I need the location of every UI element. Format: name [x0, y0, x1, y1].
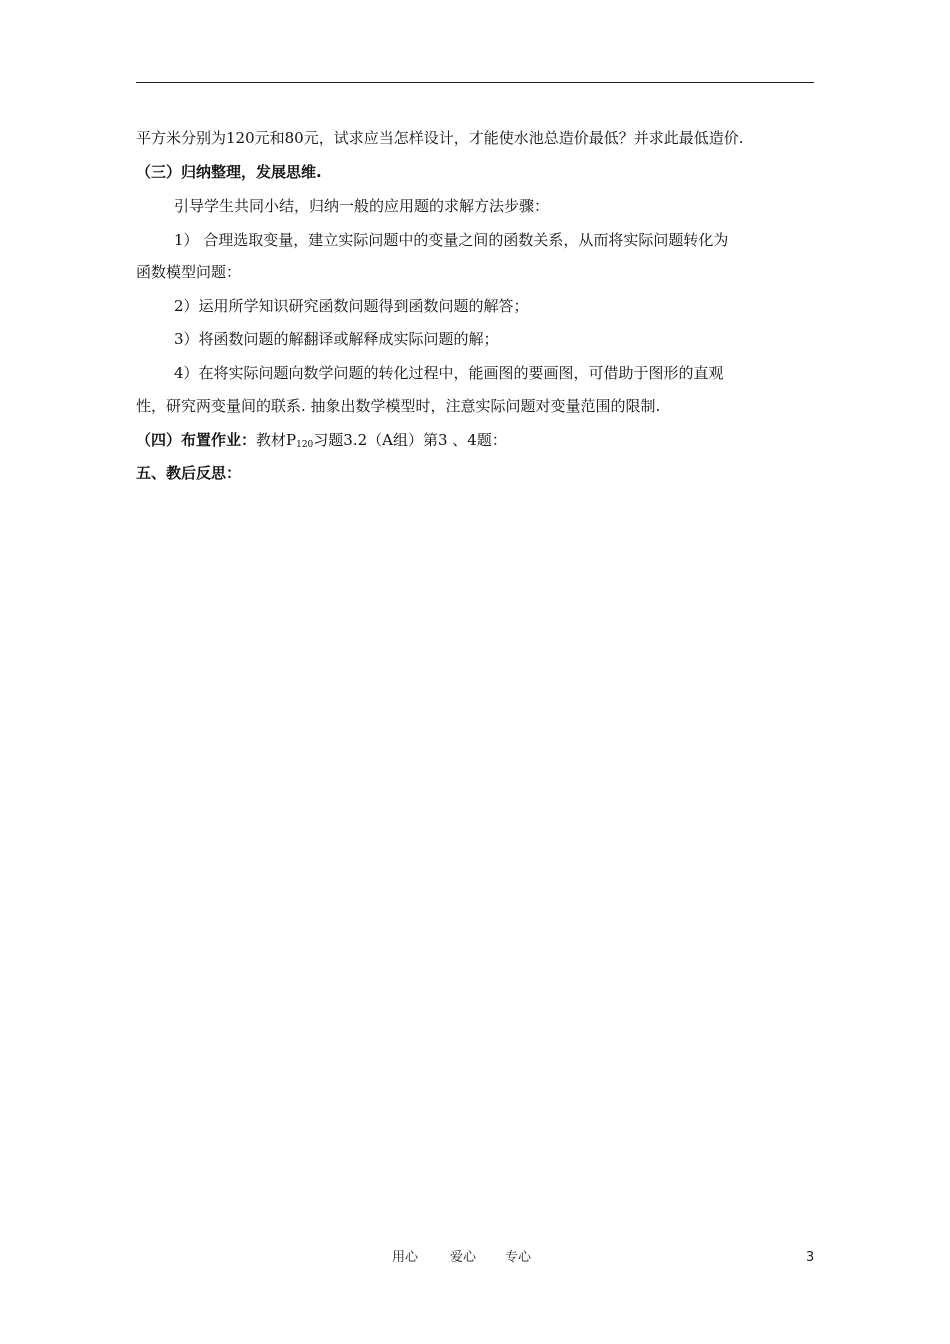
page-number: 3: [806, 1250, 815, 1265]
section-heading-summary: （三）归纳整理，发展思维.: [136, 163, 322, 181]
step-4-line-b: 性，研究两变量间的联系. 抽象出数学模型时，注意实际问题对变量范围的限制.: [136, 397, 661, 415]
step-2: 2）运用所学知识研究函数问题得到函数问题的解答；: [174, 297, 529, 315]
header-rule: [136, 82, 814, 83]
step-3: 3）将函数问题的解翻译或解释成实际问题的解；: [174, 330, 499, 348]
footer-motto-2: 爱心: [450, 1250, 477, 1265]
step-1-line-b: 函数模型问题：: [136, 263, 242, 281]
homework-line: [136, 430, 507, 455]
paragraph-line-continuation: 平方米分别为120元和80元，试求应当怎样设计，才能使水池总造价最低？并求此最低造价.: [136, 129, 744, 147]
footer-motto-1: 用心: [392, 1250, 419, 1265]
homework-label: （四）布置作业：: [136, 431, 257, 449]
homework-page-subscript: 120: [296, 440, 314, 450]
paragraph-intro: 引导学生共同小结，归纳一般的应用题的求解方法步骤：: [174, 197, 550, 215]
footer-motto-3: 专心: [505, 1250, 532, 1265]
homework-text-a: 教材P: [256, 431, 297, 449]
step-1-line-a: 1） 合理选取变量，建立实际问题中的变量之间的函数关系，从而将实际问题转化为: [174, 231, 729, 249]
section-heading-reflection: 五、教后反思：: [136, 464, 242, 482]
step-4-line-a: 4）在将实际问题向数学问题的转化过程中，能画图的要画图，可借助于图形的直观: [174, 364, 724, 382]
homework-text-b: 习题3.2（A组）第3 、4题：: [313, 431, 507, 449]
